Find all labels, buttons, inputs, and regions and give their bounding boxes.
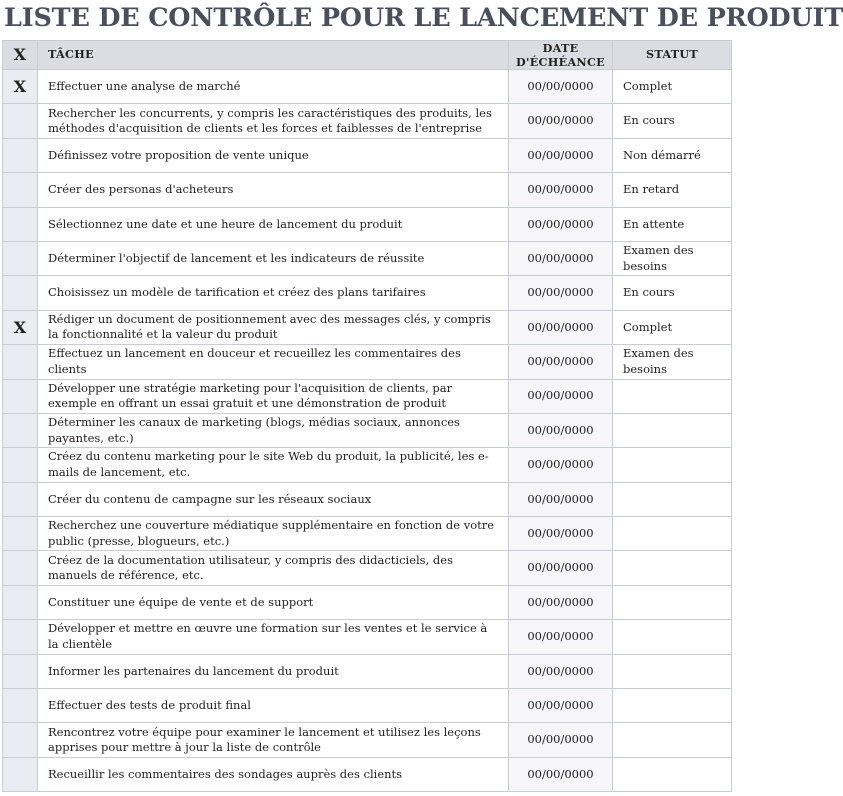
table-row: [3, 207, 732, 241]
status-cell: [613, 551, 732, 585]
due-date-cell: 00/00/0000: [509, 173, 613, 207]
status-cell: En cours: [613, 104, 732, 138]
task-cell: Déterminer les canaux de marketing (blogs, médias sociaux, annonces payantes, etc.): [38, 413, 509, 447]
table-row: [3, 448, 732, 482]
status-cell: [613, 517, 732, 551]
header-status: STATUT: [613, 41, 732, 70]
task-cell: Définissez votre proposition de vente unique: [38, 138, 509, 172]
due-date-cell: 00/00/0000: [509, 757, 613, 791]
header-due-line1: DATE: [542, 41, 579, 55]
status-cell: [613, 482, 732, 516]
table-row: [3, 379, 732, 413]
status-cell: [613, 689, 732, 723]
table-row: [3, 70, 732, 104]
status-cell: Complet: [613, 70, 732, 104]
table-row: [3, 585, 732, 619]
status-cell: [613, 413, 732, 447]
task-cell: Développer et mettre en œuvre une formation sur les ventes et le service à la clientèle: [38, 620, 509, 654]
status-cell: En cours: [613, 276, 732, 310]
status-cell: En retard: [613, 173, 732, 207]
task-cell: Développer une stratégie marketing pour l'acquisition de clients, par exemple en offrant un essai gratuit et une démonstration de produit: [38, 379, 509, 413]
table-row: [3, 310, 732, 344]
table-row: [3, 689, 732, 723]
check-cell[interactable]: [3, 173, 38, 207]
due-date-cell: 00/00/0000: [509, 723, 613, 757]
task-cell: Choisissez un modèle de tarification et créez des plans tarifaires: [38, 276, 509, 310]
check-cell[interactable]: X: [3, 70, 38, 104]
due-date-cell: 00/00/0000: [509, 345, 613, 379]
check-cell[interactable]: [3, 482, 38, 516]
task-cell: Effectuer des tests de produit final: [38, 689, 509, 723]
check-cell[interactable]: [3, 276, 38, 310]
table-row: [3, 173, 732, 207]
check-cell[interactable]: [3, 654, 38, 688]
header-due-line2: D'ÉCHÉANCE: [516, 55, 605, 69]
status-cell: [613, 585, 732, 619]
due-date-cell: 00/00/0000: [509, 654, 613, 688]
due-date-cell: 00/00/0000: [509, 70, 613, 104]
task-cell: Informer les partenaires du lancement du produit: [38, 654, 509, 688]
due-date-cell: 00/00/0000: [509, 482, 613, 516]
table-row: [3, 482, 732, 516]
status-cell: [613, 379, 732, 413]
table-row: [3, 551, 732, 585]
due-date-cell: 00/00/0000: [509, 448, 613, 482]
task-cell: Rencontrez votre équipe pour examiner le lancement et utilisez les leçons apprises pour mettre à jour la liste de contrôle: [38, 723, 509, 757]
task-cell: Créer du contenu de campagne sur les réseaux sociaux: [38, 482, 509, 516]
due-date-cell: 00/00/0000: [509, 310, 613, 344]
due-date-cell: 00/00/0000: [509, 551, 613, 585]
due-date-cell: 00/00/0000: [509, 207, 613, 241]
status-cell: Examen des besoins: [613, 345, 732, 379]
table-row: [3, 413, 732, 447]
checklist-table: [2, 40, 732, 792]
header-task: TÂCHE: [38, 41, 509, 70]
table-row: [3, 104, 732, 138]
due-date-cell: 00/00/0000: [509, 620, 613, 654]
header-due-date: [509, 41, 613, 70]
due-date-cell: 00/00/0000: [509, 241, 613, 275]
check-cell[interactable]: X: [3, 310, 38, 344]
status-cell: En attente: [613, 207, 732, 241]
task-cell: Rédiger un document de positionnement avec des messages clés, y compris la fonctionnalité et la valeur du produit: [38, 310, 509, 344]
table-row: [3, 757, 732, 791]
table-row: [3, 241, 732, 275]
table-row: [3, 654, 732, 688]
check-cell[interactable]: [3, 585, 38, 619]
table-row: [3, 138, 732, 172]
task-cell: Créer des personas d'acheteurs: [38, 173, 509, 207]
check-cell[interactable]: [3, 345, 38, 379]
check-cell[interactable]: [3, 379, 38, 413]
check-cell[interactable]: [3, 689, 38, 723]
status-cell: [613, 723, 732, 757]
status-cell: [613, 448, 732, 482]
table-row: [3, 723, 732, 757]
check-cell[interactable]: [3, 551, 38, 585]
check-cell[interactable]: [3, 104, 38, 138]
task-cell: Rechercher les concurrents, y compris les caractéristiques des produits, les méthodes d'acquisition de clients et les forces et faiblesses de l'entreprise: [38, 104, 509, 138]
task-cell: Créez du contenu marketing pour le site Web du produit, la publicité, les e-mails de lancement, etc.: [38, 448, 509, 482]
check-cell[interactable]: [3, 448, 38, 482]
check-cell[interactable]: [3, 620, 38, 654]
due-date-cell: 00/00/0000: [509, 585, 613, 619]
status-cell: [613, 620, 732, 654]
task-cell: Sélectionnez une date et une heure de lancement du produit: [38, 207, 509, 241]
due-date-cell: 00/00/0000: [509, 689, 613, 723]
due-date-cell: 00/00/0000: [509, 276, 613, 310]
task-cell: Créez de la documentation utilisateur, y compris des didacticiels, des manuels de référence, etc.: [38, 551, 509, 585]
status-cell: Examen des besoins: [613, 241, 732, 275]
task-cell: Recueillir les commentaires des sondages auprès des clients: [38, 757, 509, 791]
check-cell[interactable]: [3, 757, 38, 791]
due-date-cell: 00/00/0000: [509, 138, 613, 172]
table-header-row: [3, 41, 732, 70]
task-cell: Constituer une équipe de vente et de support: [38, 585, 509, 619]
status-cell: [613, 654, 732, 688]
due-date-cell: 00/00/0000: [509, 413, 613, 447]
table-row: [3, 276, 732, 310]
task-cell: Déterminer l'objectif de lancement et les indicateurs de réussite: [38, 241, 509, 275]
task-cell: Effectuez un lancement en douceur et recueillez les commentaires des clients: [38, 345, 509, 379]
check-cell[interactable]: [3, 207, 38, 241]
status-cell: [613, 757, 732, 791]
task-cell: Recherchez une couverture médiatique supplémentaire en fonction de votre public (presse, blogueurs, etc.): [38, 517, 509, 551]
check-cell[interactable]: [3, 413, 38, 447]
task-cell: Effectuer une analyse de marché: [38, 70, 509, 104]
page-title: LISTE DE CONTRÔLE POUR LE LANCEMENT DE PRODUIT: [4, 3, 843, 33]
header-check: X: [3, 41, 38, 70]
table-row: [3, 620, 732, 654]
status-cell: Non démarré: [613, 138, 732, 172]
table-row: [3, 517, 732, 551]
due-date-cell: 00/00/0000: [509, 517, 613, 551]
due-date-cell: 00/00/0000: [509, 379, 613, 413]
status-cell: Complet: [613, 310, 732, 344]
check-cell[interactable]: [3, 138, 38, 172]
table-row: [3, 345, 732, 379]
due-date-cell: 00/00/0000: [509, 104, 613, 138]
check-cell[interactable]: [3, 723, 38, 757]
check-cell[interactable]: [3, 517, 38, 551]
check-cell[interactable]: [3, 241, 38, 275]
